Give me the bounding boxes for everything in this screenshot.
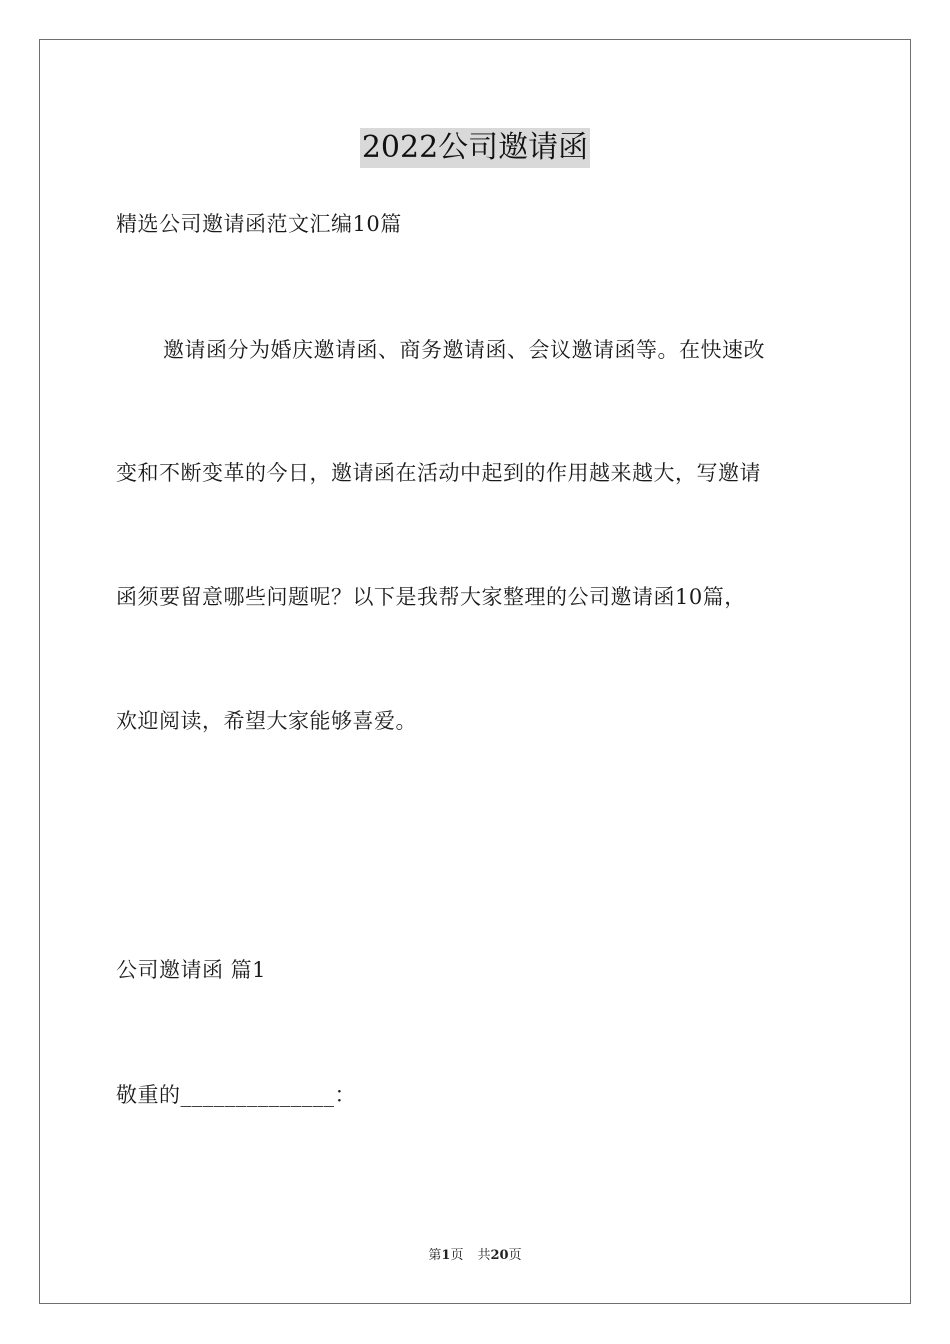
intro-line-3: 函须要留意哪些问题呢？以下是我帮大家整理的公司邀请函10篇， <box>116 585 746 609</box>
intro-line-2: 变和不断变革的今日，邀请函在活动中起到的作用越来越大，写邀请 <box>116 461 761 485</box>
intro-line-4: 欢迎阅读，希望大家能够喜爱。 <box>116 709 417 733</box>
footer-total-suffix: 页 <box>508 1248 522 1263</box>
footer-total-number: 20 <box>490 1248 509 1263</box>
footer-page-number: 1 <box>441 1248 451 1263</box>
document-title: 2022公司邀请函 <box>360 128 590 168</box>
footer-page-prefix: 第 <box>428 1248 442 1263</box>
document-subtitle: 精选公司邀请函范文汇编10篇 <box>116 212 402 236</box>
section-heading: 公司邀请函 篇1 <box>116 958 267 982</box>
salutation-line: 敬重的______________： <box>116 1083 356 1107</box>
intro-line-1: 邀请函分为婚庆邀请函、商务邀请函、会议邀请函等。在快速改 <box>163 338 765 362</box>
page-footer <box>0 1246 950 1266</box>
footer-page-suffix: 页 <box>450 1248 464 1263</box>
footer-total-prefix: 共 <box>477 1248 491 1263</box>
title-container <box>0 128 950 168</box>
